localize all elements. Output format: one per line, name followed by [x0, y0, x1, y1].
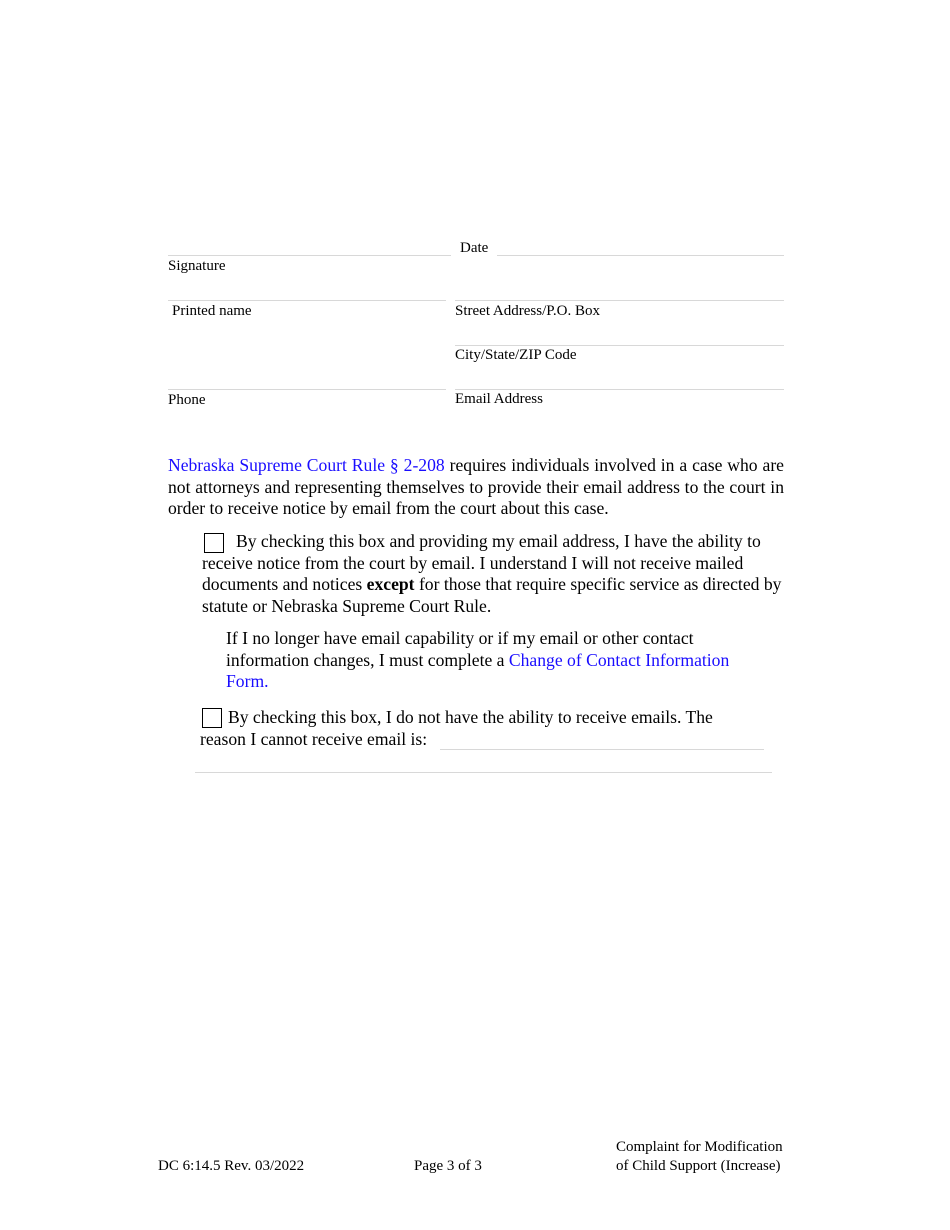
printed-name-label: Printed name [172, 303, 252, 319]
form-number: DC 6:14.5 Rev. 03/2022 [158, 1158, 305, 1174]
street-address-label: Street Address/P.O. Box [455, 303, 601, 319]
form-title-line2: of Child Support (Increase) [616, 1158, 781, 1174]
contact-change-paragraph: If I no longer have email capability or if my email or other contact information changes, I must complete a Change of Contact Information Form. [226, 628, 730, 691]
signature-label: Signature [168, 258, 226, 274]
city-state-zip-line[interactable] [455, 345, 784, 346]
notice-text: requires individuals involved in a case who are not attorneys and representing themselves to provide their email address to the court in order to receive notice by email from the court about this case. [168, 455, 784, 518]
signature-line[interactable] [168, 255, 451, 256]
page-number: Page 3 of 3 [414, 1158, 482, 1174]
no-email-reason-line-2[interactable] [195, 772, 772, 773]
no-email-reason-line[interactable] [440, 749, 764, 750]
no-email-text: By checking this box, I do not have the ability to receive emails. The reason I cannot receive email is: [200, 707, 713, 749]
email-address-line[interactable] [455, 389, 784, 390]
printed-name-line[interactable] [168, 300, 446, 301]
form-title-line1: Complaint for Modification [616, 1139, 783, 1155]
email-notice-paragraph [168, 455, 784, 520]
city-state-zip-label: City/State/ZIP Code [455, 347, 577, 363]
date-line[interactable] [497, 255, 784, 256]
phone-line[interactable] [168, 389, 446, 390]
street-address-line[interactable] [455, 300, 784, 301]
date-label: Date [460, 240, 489, 256]
supreme-court-rule-link[interactable]: Nebraska Supreme Court Rule § 2-208 [168, 455, 445, 475]
change-of-contact-form-link[interactable]: Change of Contact Information Form. [226, 649, 730, 691]
email-consent-text: By checking this box and providing my email address, I have the ability to receive notice from the court by email. I understand I will not receive mailed documents and notices except for those that require specific service as directed by statute or Nebraska Supreme Court Rule. [202, 531, 782, 616]
phone-label: Phone [168, 392, 206, 408]
email-address-label: Email Address [455, 391, 543, 407]
except-emphasis: except [366, 574, 415, 594]
